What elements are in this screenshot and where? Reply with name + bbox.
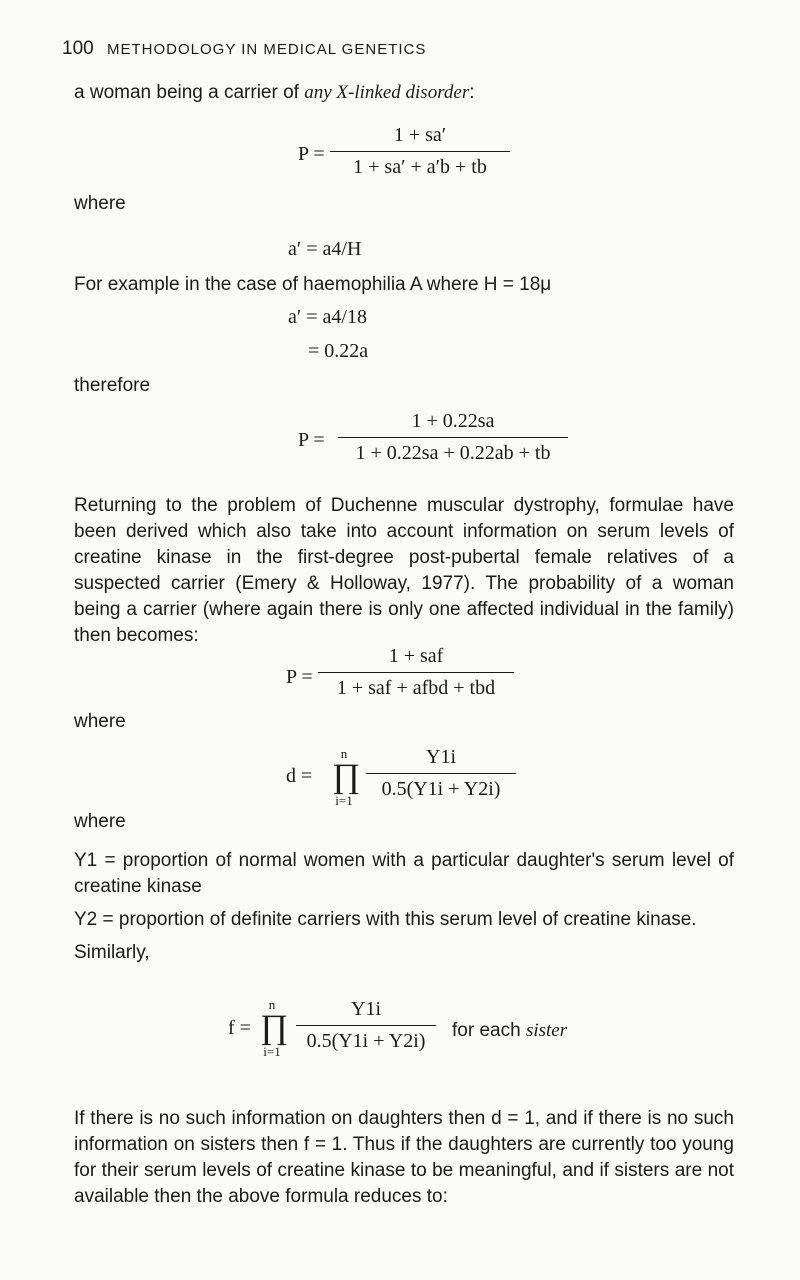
where-label-3: where <box>74 811 126 832</box>
example-line: For example in the case of haemophilia A where H = 18μ <box>74 274 552 295</box>
formula3-fraction <box>318 645 514 700</box>
paragraph-duchenne: Returning to the problem of Duchenne muscular dystrophy, formulae have been derived which also take into account information on serum levels of creatine kinase in the first-degree post-pubertal female relatives of a suspected carrier (Emery & Holloway, 1977). The probability of a woman being a carrier (where again there is only one affected individual in the family) then becomes: <box>74 495 734 646</box>
intro-end: : <box>469 82 475 103</box>
formula5-fraction <box>296 998 436 1053</box>
formula4-product-upper: n <box>340 746 348 761</box>
definition-y1: Y1 = proportion of normal women with a particular daughter's serum level of creatine kinase <box>74 850 734 897</box>
formula5-product-lower: i=1 <box>263 1044 281 1059</box>
formula5-product <box>260 997 288 1059</box>
calc-line-1: a′ = a4/18 <box>288 306 367 328</box>
formula1-denominator: 1 + sa′ + a′b + tb <box>353 156 487 178</box>
definition-a-prime: a′ = a4/H <box>288 238 362 260</box>
formula2-numerator: 1 + 0.22sa <box>411 410 495 432</box>
therefore-label: therefore <box>74 375 151 396</box>
formula3-denominator: 1 + saf + afbd + tbd <box>336 677 496 699</box>
formula3-numerator: 1 + saf <box>388 645 444 667</box>
formula5-lhs: f = <box>228 1017 251 1039</box>
paragraph-reduction: If there is no such information on daughters then d = 1, and if there is no such information on sisters then f = 1. Thus if the daughters are currently too young for their serum levels of creatine kinase to be meaningful, and if sisters are not available then the above formula reduces to: <box>74 1108 734 1207</box>
page-header <box>62 38 426 60</box>
formula4-product <box>332 746 360 808</box>
formula5-note <box>452 1020 567 1042</box>
intro-line <box>74 82 475 104</box>
formula1-numerator: 1 + sa′ <box>393 124 447 146</box>
formula5-denominator: 0.5(Y1i + Y2i) <box>306 1030 426 1052</box>
formula4-product-lower: i=1 <box>335 793 353 808</box>
formula2-fraction <box>338 410 568 465</box>
formula5-product-upper: n <box>268 997 276 1012</box>
intro-emphasis: any X-linked disorder <box>304 82 470 103</box>
formula4-lhs: d = <box>286 765 313 787</box>
where-label-1: where <box>74 193 126 214</box>
formula3-lhs: P = <box>286 666 313 688</box>
formula5-note-emphasis: sister <box>525 1020 568 1041</box>
formula2-denominator: 1 + 0.22sa + 0.22ab + tb <box>355 442 551 464</box>
formula1-fraction <box>330 124 510 179</box>
product-symbol: ∏ <box>332 758 360 795</box>
formula5-numerator: Y1i <box>351 998 381 1020</box>
formula2-lhs: P = <box>298 429 325 451</box>
formula4-numerator: Y1i <box>426 746 456 768</box>
product-symbol-2: ∏ <box>260 1009 288 1046</box>
formula5-note-prefix: for each <box>452 1020 521 1041</box>
formula4-fraction <box>366 746 516 801</box>
page-number: 100 <box>62 38 94 59</box>
running-title: METHODOLOGY IN MEDICAL GENETICS <box>106 41 427 58</box>
formula4-denominator: 0.5(Y1i + Y2i) <box>381 778 501 800</box>
where-label-2: where <box>74 711 126 732</box>
similarly-label: Similarly, <box>74 942 150 963</box>
formula1-lhs: P = <box>298 143 325 165</box>
calc-line-2: = 0.22a <box>308 340 369 362</box>
intro-text: a woman being a carrier of <box>74 82 299 103</box>
definition-y2: Y2 = proportion of definite carriers with this serum level of creatine kinase. <box>74 909 697 930</box>
